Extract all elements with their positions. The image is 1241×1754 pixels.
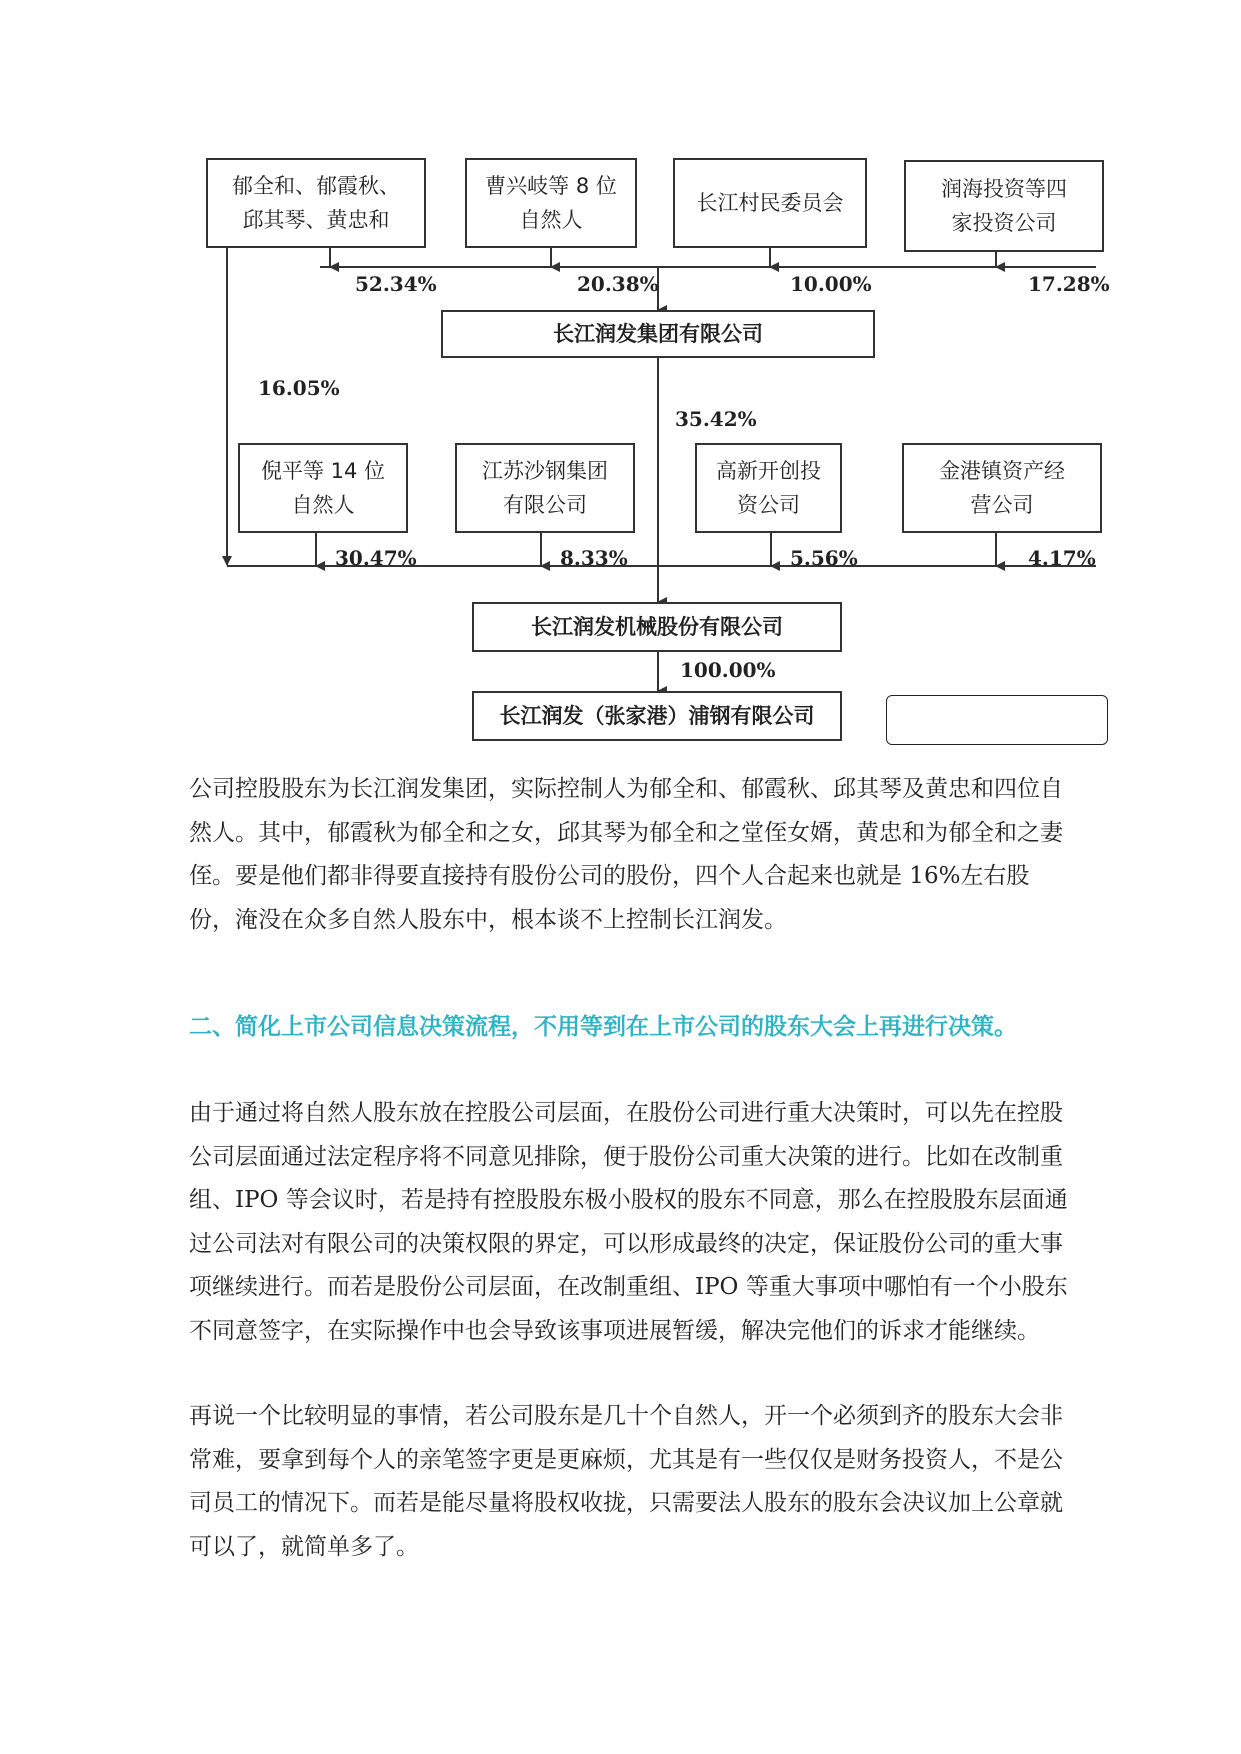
shareholder-box-shagang: 江苏沙钢集团 有限公司	[455, 443, 635, 533]
pct-label: 10.00%	[790, 272, 872, 296]
shareholder-box-natural-persons-14: 倪平等 14 位 自然人	[238, 443, 408, 533]
section-heading-2: 二、简化上市公司信息决策流程，不用等到在上市公司的股东大会上再进行决策。	[189, 1014, 1017, 1040]
paragraph-controlling-shareholder: 公司控股股东为长江润发集团，实际控制人为郁全和、郁霞秋、邱其琴及黄忠和四位自然人。其中，郁霞秋为郁全和之女，邱其琴为郁全和之堂侄女婿，黄忠和为郁全和之妻侄。要是他们都非得要直接持有股份公司的股份，四个人合起来也就是 16%左右股份，淹没在众多自然人股东中，根本谈不上控制长江润发。	[189, 776, 1063, 933]
machinery-company-box: 长江润发机械股份有限公司	[472, 602, 842, 652]
ownership-chart	[210, 160, 1110, 760]
shareholder-box-natural-persons-8: 曹兴岐等 8 位 自然人	[465, 158, 637, 248]
shareholder-box-founders: 郁全和、郁霞秋、 邱其琴、黄忠和	[206, 158, 426, 248]
paragraph-shareholder-meeting: 再说一个比较明显的事情，若公司股东是几十个自然人，开一个必须到齐的股东大会非常难，要拿到每个人的亲笔签字更是更麻烦，尤其是有一些仅仅是财务投资人，不是公司员工的情况下。而若是能尽量将股权收拢，只需要法人股东的股东会决议加上公章就可以了，就简单多了。	[189, 1403, 1063, 1560]
shareholder-box-village-committee: 长江村民委员会	[673, 158, 867, 248]
group-company-box: 长江润发集团有限公司	[441, 310, 875, 358]
pct-label: 30.47%	[335, 546, 417, 570]
pct-label-left: 16.05%	[258, 376, 340, 400]
shareholder-box-jingang: 金港镇资产经 营公司	[902, 443, 1102, 533]
steel-company-box: 长江润发（张家港）浦钢有限公司	[472, 691, 842, 741]
pct-label: 4.17%	[1028, 546, 1096, 570]
shareholder-box-gaoxin: 高新开创投 资公司	[695, 443, 842, 533]
pct-label: 20.38%	[577, 272, 659, 296]
shareholder-box-runhai-investment: 润海投资等四 家投资公司	[904, 160, 1104, 252]
blank-rounded-box	[886, 695, 1108, 745]
pct-label: 8.33%	[560, 546, 628, 570]
pct-label-machinery: 100.00%	[680, 658, 776, 682]
paragraph-decision-flow: 由于通过将自然人股东放在控股公司层面，在股份公司进行重大决策时，可以先在控股公司层面通过法定程序将不同意见排除，便于股份公司重大决策的进行。比如在改制重组、IPO 等会议时，若是持有控股股东极小股权的股东不同意，那么在控股股东层面通过公司法对有限公司的决策权限的界定，可以形成最终的决定，保证股份公司的重大事项继续进行。而若是股份公司层面，在改制重组、IPO 等重大事项中哪怕有一个小股东不同意签字，在实际操作中也会导致该事项进展暂缓，解决完他们的诉求才能继续。	[189, 1100, 1068, 1344]
pct-label: 17.28%	[1028, 272, 1110, 296]
pct-label-group: 35.42%	[675, 407, 757, 431]
pct-label: 52.34%	[355, 272, 437, 296]
pct-label: 5.56%	[790, 546, 858, 570]
